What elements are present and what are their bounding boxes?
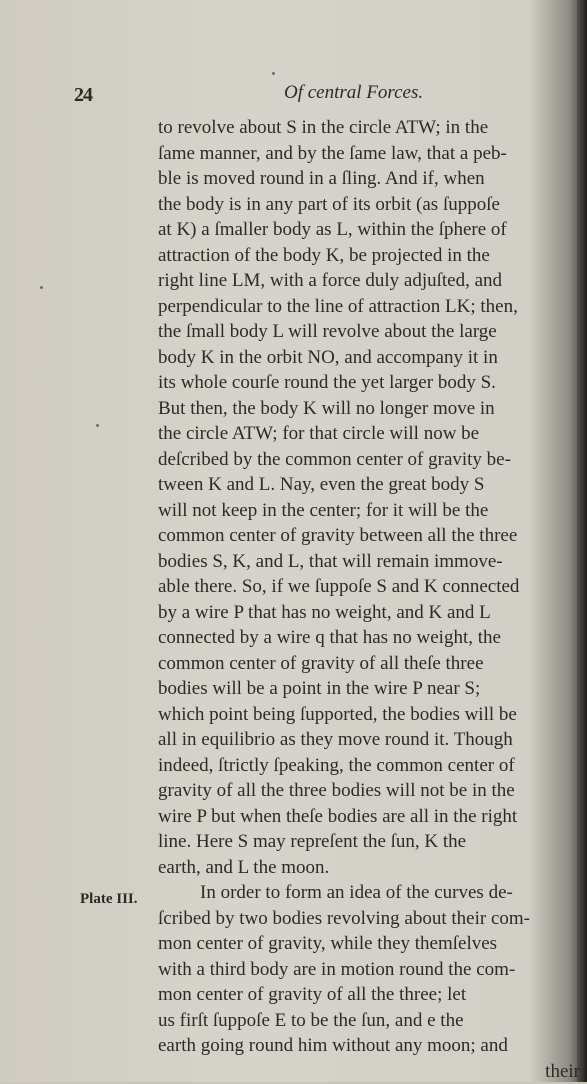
text-line: right line LM, with a force duly adjuſted, and: [158, 268, 580, 294]
text-line: with a third body are in motion round the com-: [158, 957, 580, 983]
text-line: earth going round him without any moon; and: [158, 1033, 580, 1059]
text-line: tween K and L. Nay, even the great body S: [158, 472, 580, 498]
text-line: by a wire P that has no weight, and K and L: [158, 600, 580, 626]
text-line: bodies S, K, and L, that will remain immove-: [158, 549, 580, 575]
text-line: mon center of gravity of all the three; let: [158, 982, 580, 1008]
text-line: But then, the body K will no longer move in: [158, 396, 580, 422]
text-line: perpendicular to the line of attraction LK; then,: [158, 294, 580, 320]
margin-note: Plate III.: [80, 891, 138, 908]
ink-speck: [272, 72, 275, 75]
text-line: wire P but when theſe bodies are all in the right: [158, 804, 580, 830]
text-line: body K in the orbit NO, and accompany it in: [158, 345, 580, 371]
text-line: deſcribed by the common center of gravity be-: [158, 447, 580, 473]
page-number: 24: [74, 84, 92, 107]
text-line: ſcribed by two bodies revolving about their com-: [158, 906, 580, 932]
running-head: Of central Forces.: [284, 82, 423, 104]
text-line: able there. So, if we ſuppoſe S and K connected: [158, 574, 580, 600]
text-line: the ſmall body L will revolve about the large: [158, 319, 580, 345]
text-line: mon center of gravity, while they themſelves: [158, 931, 580, 957]
text-line: connected by a wire q that has no weight, the: [158, 625, 580, 651]
text-line: all in equilibrio as they move round it. Though: [158, 727, 580, 753]
text-line: at K) a ſmaller body as L, within the ſphere of: [158, 217, 580, 243]
text-line: bodies will be a point in the wire P near S;: [158, 676, 580, 702]
text-line: us firſt ſuppoſe E to be the ſun, and e the: [158, 1008, 580, 1034]
text-line: to revolve about S in the circle ATW; in the: [158, 115, 580, 141]
text-line: indeed, ſtrictly ſpeaking, the common center of: [158, 753, 580, 779]
text-line: common center of gravity between all the three: [158, 523, 580, 549]
text-line: gravity of all the three bodies will not be in the: [158, 778, 580, 804]
text-line: In order to form an idea of the curves de-: [158, 880, 580, 906]
text-line: ble is moved round in a ſling. And if, when: [158, 166, 580, 192]
text-line: line. Here S may repreſent the ſun, K the: [158, 829, 580, 855]
text-line: which point being ſupported, the bodies will be: [158, 702, 580, 728]
text-line: will not keep in the center; for it will be the: [158, 498, 580, 524]
text-line: earth, and L the moon.: [158, 855, 580, 881]
body-text: [158, 115, 580, 1084]
text-line: ſame manner, and by the ſame law, that a peb-: [158, 141, 580, 167]
text-line: attraction of the body K, be projected in the: [158, 243, 580, 269]
ink-speck: [96, 424, 99, 427]
text-line: their: [158, 1059, 580, 1084]
text-line: common center of gravity of all theſe three: [158, 651, 580, 677]
text-line: the circle ATW; for that circle will now be: [158, 421, 580, 447]
ink-speck: [40, 286, 43, 289]
text-line: its whole courſe round the yet larger body S.: [158, 370, 580, 396]
text-line: the body is in any part of its orbit (as ſuppoſe: [158, 192, 580, 218]
